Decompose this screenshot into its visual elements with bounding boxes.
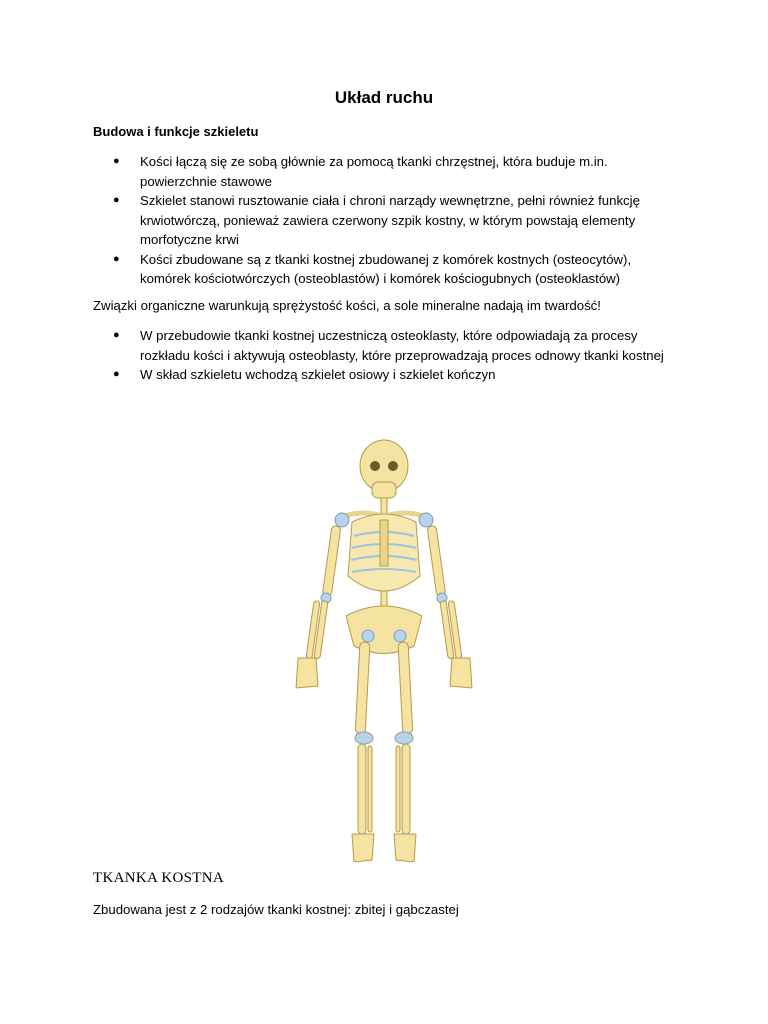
bullet-icon: ● — [113, 368, 120, 380]
sternum — [380, 520, 388, 566]
bullet-icon: ● — [113, 194, 120, 206]
hip-joint-right — [394, 630, 406, 642]
bullet-list-2 — [0, 326, 680, 385]
humerus-left — [322, 525, 341, 596]
femur-left — [355, 642, 370, 734]
bullet-icon: ● — [113, 155, 120, 167]
tibia-left — [358, 744, 366, 834]
tkanka-heading: TKANKA KOSTNA — [93, 870, 224, 886]
eye-socket-left — [370, 461, 380, 471]
fibula-left — [368, 746, 372, 832]
foot-left — [352, 834, 374, 862]
pelvis — [346, 606, 422, 654]
jaw — [372, 482, 396, 498]
list-item: ● Kości zbudowane są z tkanki kostnej zbudowanej z komórek kostnych (osteocytów), komórek kościotwórczych (osteoblastów) i komórek kościogubnych (osteoklastów) — [113, 251, 632, 286]
bullet-list-1 — [0, 152, 680, 289]
hand-right — [450, 658, 472, 688]
knee-right — [395, 732, 413, 744]
fibula-right — [396, 746, 400, 832]
list-item: ● Kości łączą się ze sobą głównie za pomocą tkanki chrzęstnej, która buduje m.in. powierzchnie stawowe — [113, 154, 608, 189]
hand-left — [296, 658, 318, 688]
list-item: ● W przebudowie tkanki kostnej uczestniczą osteoklasty, które odpowiadają za procesy rozkładu kości i aktywują osteoblasty, które przeprowadzają proces odnowy tkanki kostnej — [113, 328, 664, 363]
list-item: ● W skład szkieletu wchodzą szkielet osiowy i szkielet kończyn — [0, 365, 680, 385]
tkanka-text: Zbudowana jest z 2 rodzajów tkanki kostnej: zbitej i gąbczastej — [93, 902, 459, 917]
paragraph-bone-properties: Związki organiczne warunkują sprężystość kości, a sole mineralne nadają im twardość! — [93, 298, 601, 313]
eye-socket-right — [388, 461, 398, 471]
bullet-icon: ● — [113, 252, 120, 265]
shoulder-joint-left — [335, 513, 349, 527]
shoulder-joint-right — [419, 513, 433, 527]
knee-left — [355, 732, 373, 744]
hip-joint-left — [362, 630, 374, 642]
humerus-right — [427, 525, 446, 596]
section-heading: Budowa i funkcje szkieletu — [93, 124, 259, 139]
list-item: ● Szkielet stanowi rusztowanie ciała i chroni narządy wewnętrzne, pełni również funkcję krwiotwórczą, ponieważ zawiera czerwony szpik kostny, w którym powstają elementy morfotyczne krwi — [113, 193, 640, 247]
page-title: Układ ruchu — [334, 88, 434, 107]
tibia-right — [402, 744, 410, 834]
foot-right — [394, 834, 416, 862]
bullet-icon: ● — [113, 329, 120, 341]
skeleton-illustration — [284, 436, 484, 866]
femur-right — [398, 642, 413, 734]
